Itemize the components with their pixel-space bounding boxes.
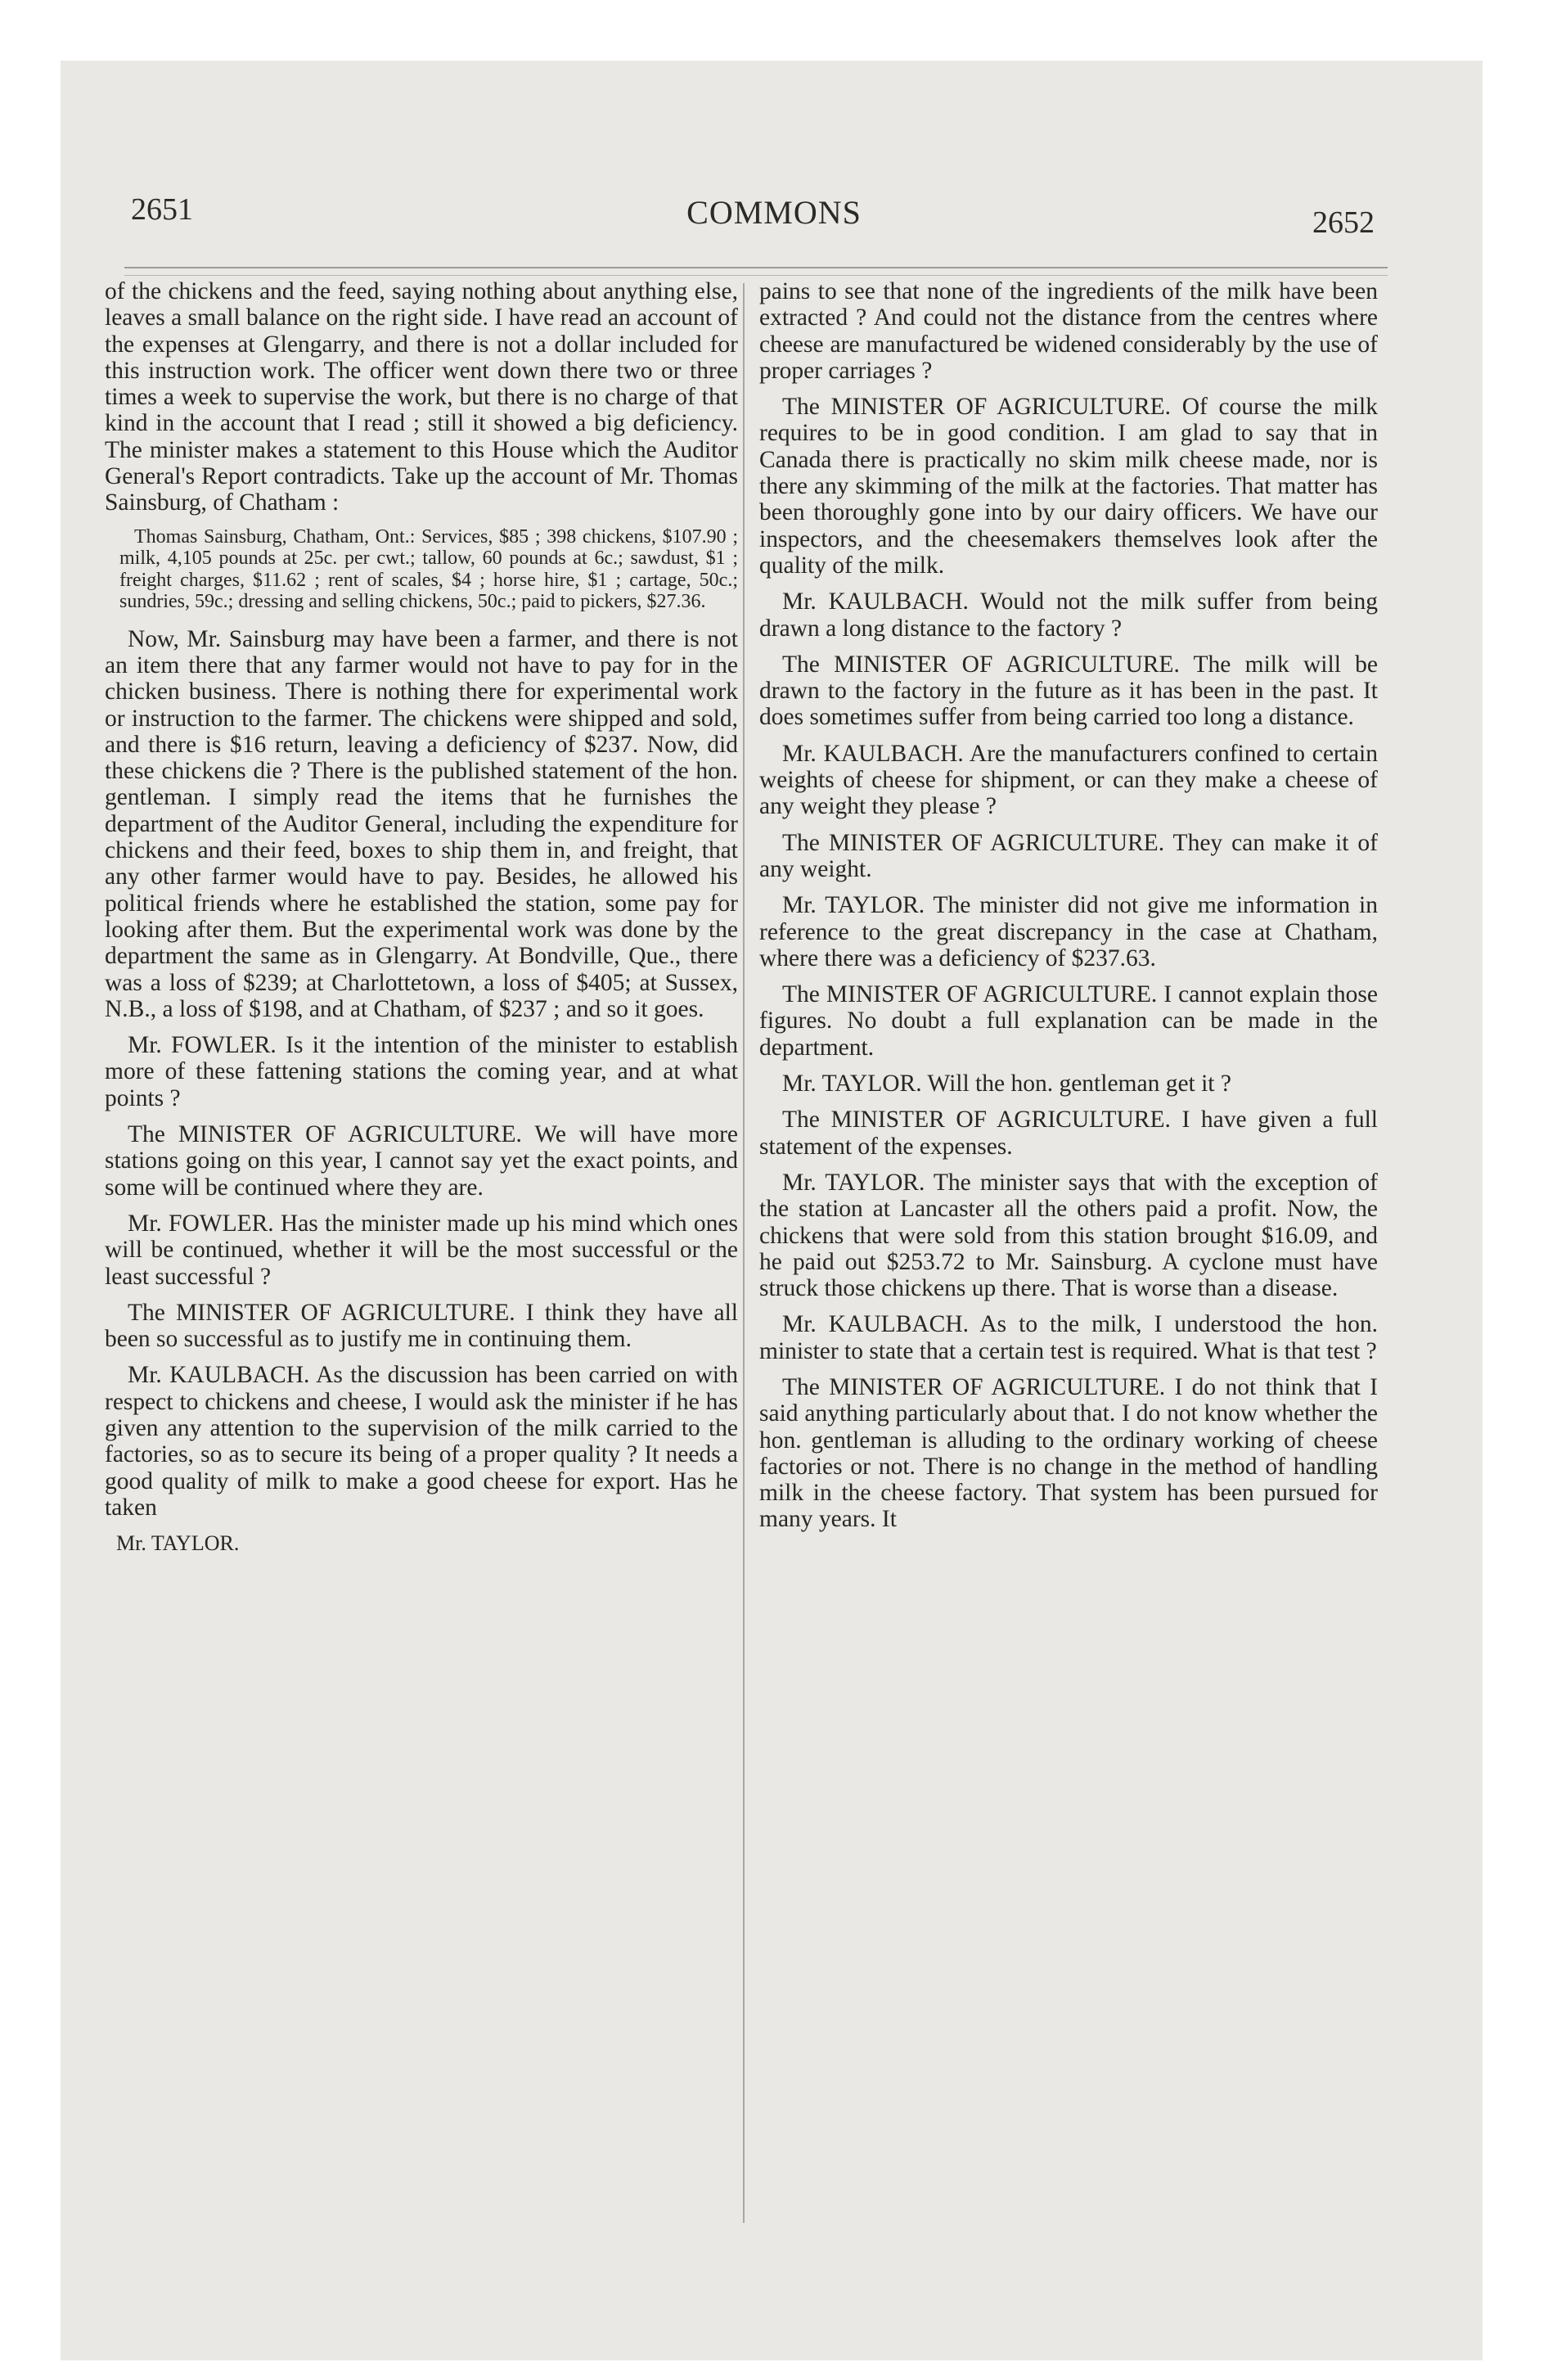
paragraph: The MINISTER OF AGRICULTURE. I think they have all been so successful as to justify me in continuing them. <box>105 1299 738 1353</box>
right-column <box>759 278 1378 1543</box>
paragraph: The MINISTER OF AGRICULTURE. They can make it of any weight. <box>759 829 1378 882</box>
paragraph: The MINISTER OF AGRICULTURE. I have given a full statement of the expenses. <box>759 1107 1378 1160</box>
paragraph: Mr. FOWLER. Has the minister made up his mind which ones will be continued, whether it will be the most successful or the least successful ? <box>105 1210 738 1290</box>
paragraph: The MINISTER OF AGRICULTURE. Of course the milk requires to be in good condition. I am glad to say that in Canada there is practically no skim milk cheese made, nor is there any skimming of the milk at the factories. That matter has been thoroughly gone into by our dairy officers. We have our inspectors, and the cheesemakers themselves look after the quality of the milk. <box>759 394 1378 579</box>
paragraph: Mr. KAULBACH. As to the milk, I understood the hon. minister to state that a certain test is required. What is that test ? <box>759 1311 1378 1364</box>
paragraph: The MINISTER OF AGRICULTURE. I do not think that I said anything particularly about that. I do not know whether the hon. gentleman is alluding to the ordinary working of cheese factories or not. There is no change in the method of handling milk in the cheese factory. That system has been pursued for many years. It <box>759 1373 1378 1533</box>
account-quote: Thomas Sainsburg, Chatham, Ont.: Services, $85 ; 398 chickens, $107.90 ; milk, 4,105 pounds at 25c. per cwt.; tallow, 60 pounds at 6c.; sawdust, $1 ; freight charges, $11.62 ; rent of scales, $4 ; horse hire, $1 ; cartage, 50c.; sundries, 59c.; dressing and selling chickens, 50c.; paid to pickers, $27.36. <box>119 525 738 613</box>
paragraph: The MINISTER OF AGRICULTURE. We will have more stations going on this year, I cannot say yet the exact points, and some will be continued where they are. <box>105 1121 738 1201</box>
paragraph: The MINISTER OF AGRICULTURE. I cannot explain those figures. No doubt a full explanation can be made in the department. <box>759 981 1378 1061</box>
left-column <box>105 278 738 1566</box>
header-rule-secondary <box>124 275 1388 276</box>
column-footer-catchword: Mr. TAYLOR. <box>116 1531 240 1556</box>
paragraph: Mr. TAYLOR. The minister says that with the exception of the station at Lancaster all the others paid a profit. Now, the chickens that were sold from this station brought $16.09, and he paid out $253.72 to Mr. Sainsburg. A cyclone must have struck those chickens up there. That is worse than a disease. <box>759 1169 1378 1302</box>
running-title: COMMONS <box>686 194 862 231</box>
paragraph: of the chickens and the feed, saying nothing about anything else, leaves a small balance on the right side. I have read an account of the expenses at Glengarry, and there is not a dollar included for this instruction work. The officer went down there two or three times a week to supervise the work, but there is no charge of that kind in the account that I read ; still it showed a big deficiency. The minister makes a statement to this House which the Auditor General's Report contradicts. Take up the account of Mr. Thomas Sainsburg, of Chatham : <box>105 278 738 516</box>
paragraph: The MINISTER OF AGRICULTURE. The milk will be drawn to the factory in the future as it has been in the past. It does sometimes suffer from being carried too long a distance. <box>759 651 1378 731</box>
page-number-left: 2651 <box>131 192 193 227</box>
paragraph: pains to see that none of the ingredients of the milk have been extracted ? And could not the distance from the centres where cheese are manufactured be widened considerably by the use of proper carriages ? <box>759 278 1378 384</box>
paragraph: Mr. TAYLOR. Will the hon. gentleman get it ? <box>782 1071 1231 1098</box>
column-divider <box>743 283 745 2223</box>
page-number-right: 2652 <box>1312 205 1375 240</box>
paragraph: Mr. KAULBACH. Are the manufacturers confined to certain weights of cheese for shipment, or can they make a cheese of any weight they please ? <box>759 740 1378 820</box>
paragraph: Now, Mr. Sainsburg may have been a farmer, and there is not an item there that any farmer would not have to pay for in the chicken business. There is nothing there for experimental work or instruction to the farmer. The chickens were shipped and sold, and there is $16 return, leaving a deficiency of $237. Now, did these chickens die ? There is the published statement of the hon. gentleman. I simply read the items that he furnishes the department of the Auditor General, including the expenditure for chickens and their feed, boxes to ship them in, and freight, that any other farmer would have to pay. Besides, he allowed his political friends where he established the station, some pay for looking after them. But the experimental work was done by the department the same as in Glengarry. At Bondville, Que., there was a loss of $239; at Charlottetown, a loss of $405; at Sussex, N.B., a loss of $198, and at Chatham, of $237 ; and so it goes. <box>105 625 738 1022</box>
paragraph: Mr. KAULBACH. As the discussion has been carried on with respect to chickens and cheese, I would ask the minister if he has given any attention to the supervision of the milk carried to the factories, so as to secure its being of a proper quality ? It needs a good quality of milk to make a good cheese for export. Has he taken <box>105 1362 738 1521</box>
paragraph: Mr. FOWLER. Is it the intention of the minister to establish more of these fattening stations the coming year, and at what points ? <box>105 1032 738 1111</box>
header-rule <box>124 267 1388 268</box>
paragraph: Mr. KAULBACH. Would not the milk suffer from being drawn a long distance to the factory ? <box>759 588 1378 642</box>
paragraph: Mr. TAYLOR. The minister did not give me information in reference to the great discrepancy in the case at Chatham, where there was a deficiency of $237.63. <box>759 892 1378 971</box>
